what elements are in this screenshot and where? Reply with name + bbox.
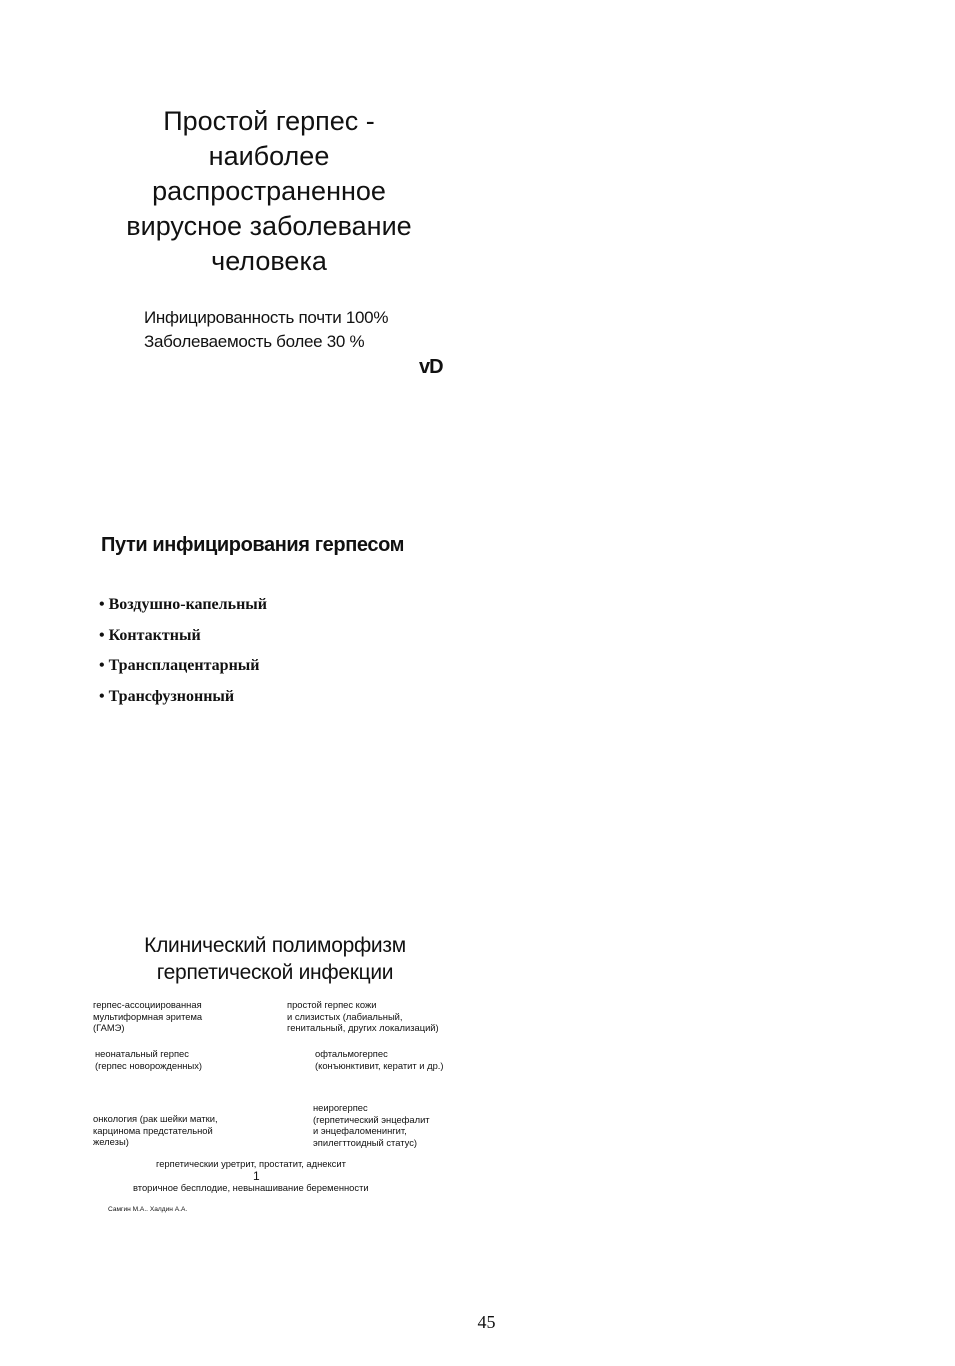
- oncology-line: онкология (рак шейки матки,: [93, 1113, 218, 1124]
- slide1-title: [100, 104, 438, 279]
- simple-herpes-block: [287, 999, 439, 1034]
- slide1-mark: vD: [419, 356, 443, 378]
- route-item: • Трансфузнонный: [99, 688, 235, 705]
- neonatal-line: неонатальный герпес: [95, 1048, 189, 1059]
- neuro-line: эпилегттоидный статус): [313, 1136, 418, 1148]
- gamz-line: герпес-ассоциированная: [93, 999, 202, 1010]
- morbidity-stat: Заболеваемость более 30 %: [144, 332, 365, 351]
- ophthalmo-block: [315, 1048, 444, 1071]
- slide1-title-line: Простой герпес -: [163, 106, 375, 136]
- route-item: • Воздушно-капельный: [99, 596, 268, 613]
- route-item: • Трансплацентарный: [99, 657, 260, 674]
- oncology-line: карцинома предстательной: [93, 1124, 213, 1136]
- gamz-line: мультиформная эритема: [93, 1010, 203, 1022]
- ophthalmo-line: офтальмогерпес: [315, 1048, 388, 1059]
- simple-herpes-line: и слизистых (лабиальный,: [287, 1010, 403, 1022]
- arrow-number: 1: [253, 1169, 260, 1183]
- simple-herpes-line: генитальный, других локализаций): [287, 1022, 439, 1034]
- infection-rate-stat: Инфицированность почти 100%: [144, 308, 389, 327]
- gamz-line: (ГАМЭ): [93, 1022, 125, 1034]
- route-item: • Контактный: [99, 627, 201, 644]
- infertility-text: вторичное бесплодие, невынашивание беременности: [133, 1182, 369, 1193]
- neuro-line: и энцефаломенингит,: [313, 1125, 407, 1137]
- ophthalmo-line: (конъюнктивит, кератит и др.): [315, 1059, 444, 1071]
- urethritis-text: герпетическии уретрит, простатит, аднексит: [156, 1158, 346, 1169]
- neonatal-line: (герпес новорожденных): [95, 1059, 203, 1071]
- slide1-title-line: человека: [211, 246, 327, 276]
- simple-herpes-line: простой герпес кожи: [287, 999, 377, 1010]
- neonatal-block: [95, 1048, 202, 1071]
- oncology-line: железы): [93, 1136, 129, 1148]
- slide1-title-line: наиболее: [208, 141, 330, 171]
- slide3-title: [110, 932, 440, 986]
- neuro-line: (герпетический энцефалит: [313, 1113, 430, 1125]
- credit-text: Самгин М.А.. Халдин А.А.: [108, 1206, 188, 1213]
- gamz-block: [93, 999, 202, 1034]
- slide2-title: Пути инфицирования герпесом: [101, 534, 405, 556]
- slide1-title-line: вирусное заболевание: [126, 211, 412, 241]
- neuro-block: [313, 1102, 430, 1148]
- neuro-line: неирогерпес: [313, 1102, 368, 1113]
- slide3-title-line: Клинический полиморфизм: [144, 934, 406, 957]
- oncology-block: [93, 1113, 218, 1148]
- page-number: 45: [477, 1312, 496, 1332]
- slide1-title-line: распространенное: [152, 176, 386, 206]
- slide3-title-line: герпетической инфекции: [156, 961, 394, 984]
